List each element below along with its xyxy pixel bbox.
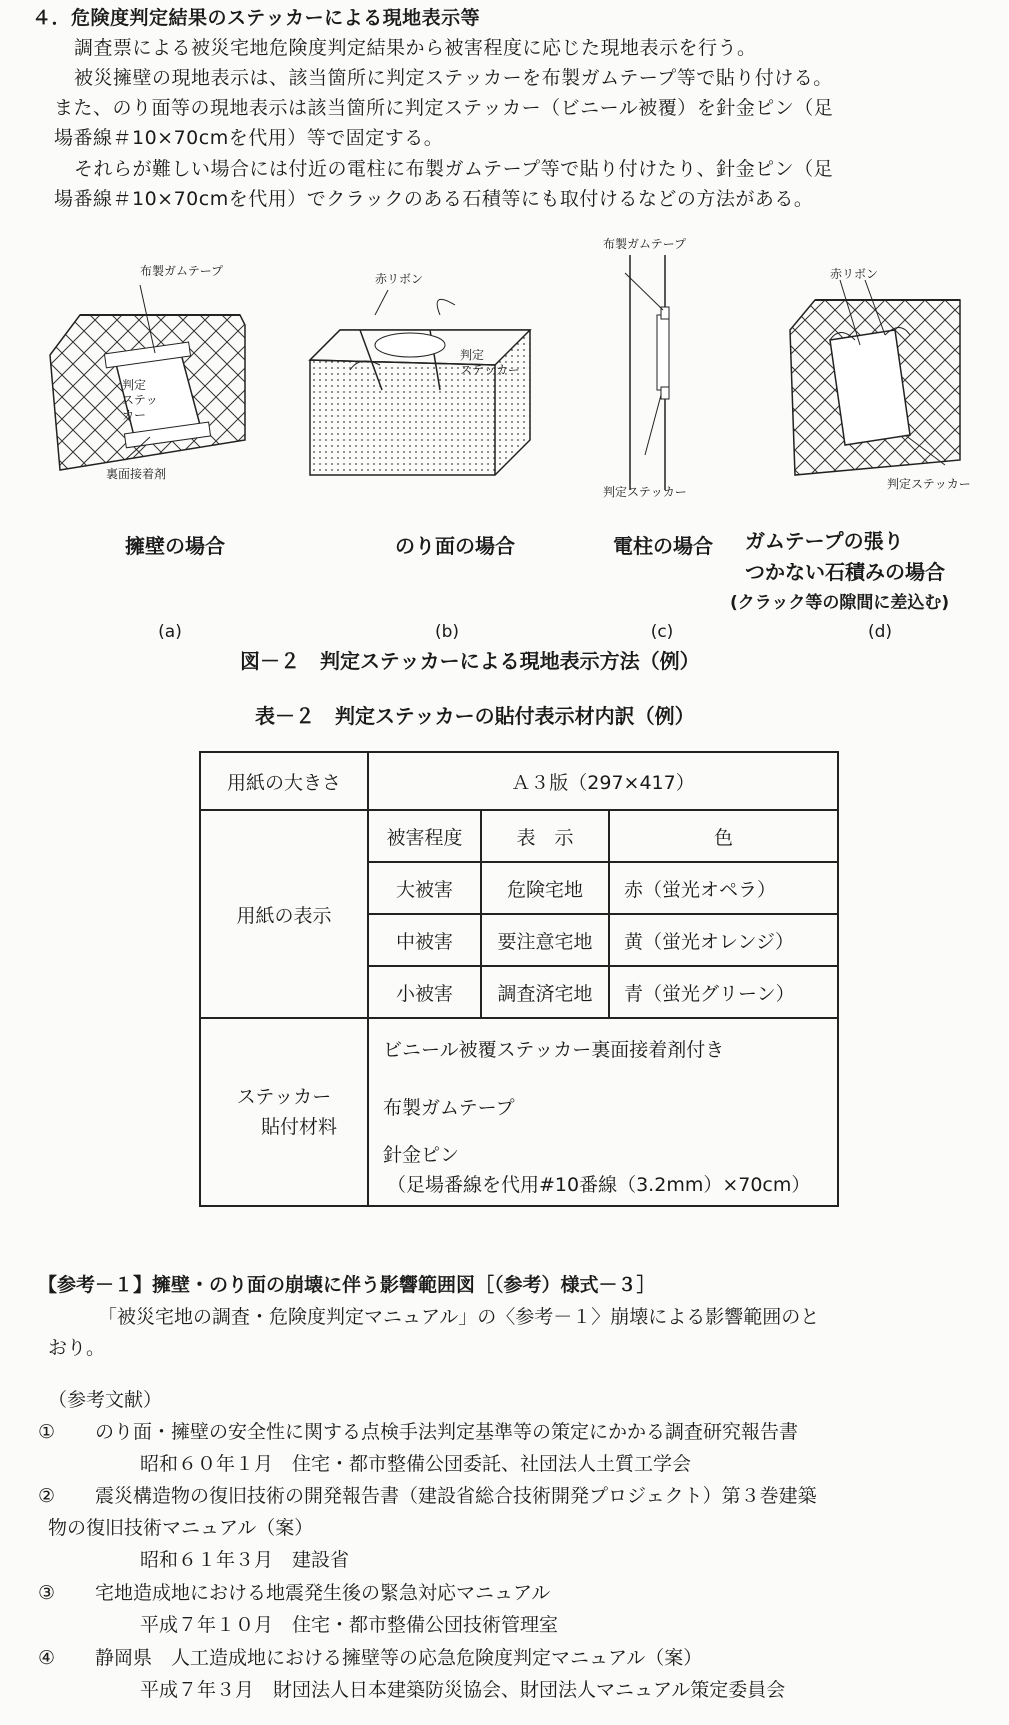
panel-letter-b: (b) [434,622,460,642]
label-red-ribbon: 赤リボン [375,272,424,286]
label-sticker: 判定 ステッ カー [122,378,158,422]
bib-num: ③ [38,1582,56,1604]
section-heading: ４．危険度判定結果のステッカーによる現地表示等 [32,7,481,29]
body-line: また、のり面等の現地表示は該当箇所に判定ステッカー（ビニール被覆）を針金ピン（足 [54,97,834,119]
panel-letter-a: (a) [158,622,182,642]
reference-line: 「被災宅地の調査・危険度判定マニュアル」の〈参考－１〉崩壊による影響範囲のと [98,1306,820,1328]
cell-material: 布製ガムテープ [368,1077,838,1135]
caption-d: ガムテープの張り つかない石積みの場合 [745,529,945,584]
cell-color: 青（蛍光グリーン） [609,966,838,1018]
material-pin: 針金ピン [383,1144,460,1166]
cell-damage: 小被害 [368,966,481,1018]
table-title: 表－２ 判定ステッカーの貼付表示材内訳（例） [255,704,695,728]
reference-line: おり。 [48,1337,106,1359]
figure-title: 図－２ 判定ステッカーによる現地表示方法（例） [240,649,700,673]
subheader-damage: 被害程度 [368,810,481,862]
panel-letter-c: (c) [650,622,674,642]
bib-title: 静岡県 人工造成地における擁壁等の応急危険度判定マニュアル（案） [95,1647,703,1669]
subheader-color: 色 [609,810,838,862]
bib-detail: 昭和６０年１月 住宅・都市整備公団委託、社団法人土質工学会 [140,1453,692,1475]
cell-color: 黄（蛍光オレンジ） [609,914,838,966]
bib-detail: 平成７年１０月 住宅・都市整備公団技術管理室 [140,1614,559,1636]
caption-b: のり面の場合 [395,534,515,558]
cell-damage: 中被害 [368,914,481,966]
caption-c: 電柱の場合 [613,534,713,558]
body-line: 調査票による被災宅地危険度判定結果から被害程度に応じた現地表示を行う。 [74,37,757,59]
bib-num: ④ [38,1647,56,1669]
cell-paper-size-value: Ａ３版（297×417） [368,752,838,810]
label-adhesive: 裏面接着剤 [106,467,167,481]
material-pin-detail: （足場番線を代用#10番線（3.2mm）×70cm） [387,1174,811,1196]
label-sticker: 判定ステッカー [603,485,687,499]
bib-title: のり面・擁壁の安全性に関する点検手法判定基準等の策定にかかる調査研究報告書 [95,1421,799,1443]
cell-display: 調査済宅地 [481,966,609,1018]
cell-color: 赤（蛍光オペラ） [609,862,838,914]
caption-d-sub: (クラック等の隙間に差込む) [730,593,950,613]
materials-table [199,751,839,1207]
materials-label-line2: 貼付材料 [260,1116,337,1138]
cell-material: ビニール被覆ステッカー裏面接着剤付き [368,1018,838,1077]
label-sticker: 判定 ステッカー [460,348,520,377]
cell-display-label: 用紙の表示 [200,810,368,1018]
cell-display: 危険宅地 [481,862,609,914]
materials-label-line1: ステッカー [236,1086,332,1108]
body-line: 被災擁壁の現地表示は、該当箇所に判定ステッカーを布製ガムテープ等で貼り付ける。 [74,67,833,89]
caption-a: 擁壁の場合 [125,534,225,558]
stone-wall-illustration [785,260,965,480]
bib-detail: 平成７年３月 財団法人日本建築防災協会、財団法人マニュアル策定委員会 [140,1679,786,1701]
cell-materials-label [200,1018,368,1206]
retaining-wall-illustration [40,265,255,480]
cell-material-pin [368,1135,838,1206]
bib-detail: 昭和６１年３月 建設省 [140,1549,350,1571]
body-line: それらが難しい場合には付近の電柱に布製ガムテープ等で貼り付けたり、針金ピン（足 [74,158,834,180]
label-red-ribbon: 赤リボン [830,267,879,281]
panel-letter-d: (d) [867,622,893,642]
label-sticker: 判定ステッカー [887,477,971,491]
body-line: 場番線＃10×70cmを代用）でクラックのある石積等にも取付けるなどの方法がある。 [54,188,814,210]
label-cloth-tape: 布製ガムテープ [140,264,224,278]
bib-title: 宅地造成地における地震発生後の緊急対応マニュアル [95,1582,551,1604]
body-line: 場番線＃10×70cmを代用）等で固定する。 [54,127,444,149]
cell-damage: 大被害 [368,862,481,914]
cell-paper-size-label: 用紙の大きさ [200,752,368,810]
bib-num: ① [38,1421,56,1443]
bib-num: ② [38,1485,56,1507]
pole-illustration [615,255,715,490]
bib-title: 震災構造物の復旧技術の開発報告書（建設省総合技術開発プロジェクト）第３巻建築 [95,1485,817,1507]
bib-title-cont: 物の復旧技術マニュアル（案） [48,1517,314,1539]
bibliography-heading: （参考文献） [48,1389,163,1411]
reference-heading: 【参考－１】擁壁・のり面の崩壊に伴う影響範囲図［（参考）様式－３］ [38,1274,656,1296]
subheader-display: 表 示 [481,810,609,862]
cell-display: 要注意宅地 [481,914,609,966]
label-cloth-tape: 布製ガムテープ [603,237,687,251]
